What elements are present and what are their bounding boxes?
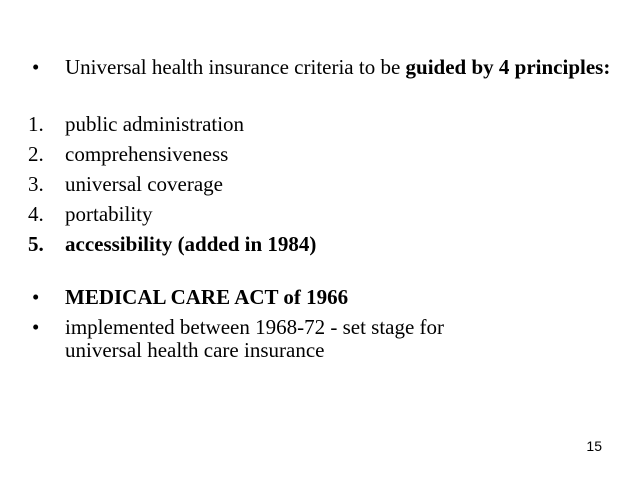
principle-item-2 (28, 139, 618, 169)
principle-text: accessibility (added in 1984) (65, 232, 317, 256)
page-number: 15 (586, 438, 602, 454)
principle-item-3 (28, 169, 618, 199)
spacer (28, 79, 618, 109)
principle-number: 1. (28, 112, 44, 136)
principle-number: 5. (28, 232, 44, 256)
intro-text-bold: guided by 4 principles: (405, 55, 611, 79)
intro-bullet (28, 56, 618, 79)
principle-number: 2. (28, 142, 44, 166)
principle-item-4 (28, 199, 618, 229)
bullet-marker: • (32, 315, 40, 339)
slide-content (28, 56, 618, 362)
spacer (28, 259, 618, 286)
intro-text (65, 56, 618, 79)
bullet-medical-care-act (28, 286, 618, 316)
principle-text: universal coverage (65, 172, 224, 196)
bullet-implemented (28, 316, 618, 362)
bullet-text: MEDICAL CARE ACT of 1966 (65, 285, 349, 309)
principle-item-1 (28, 109, 618, 139)
bullet-marker: • (32, 285, 40, 309)
bullet-marker: • (32, 55, 40, 79)
principle-number: 3. (28, 172, 44, 196)
principle-text: comprehensiveness (65, 142, 229, 166)
bullet-text: implemented between 1968-72 - set stage for universal health care insurance (65, 315, 445, 362)
intro-text-normal: Universal health insurance criteria to be (65, 55, 406, 79)
principle-text: portability (65, 202, 153, 226)
principle-item-5 (28, 229, 618, 259)
principle-number: 4. (28, 202, 44, 226)
principle-text: public administration (65, 112, 245, 136)
